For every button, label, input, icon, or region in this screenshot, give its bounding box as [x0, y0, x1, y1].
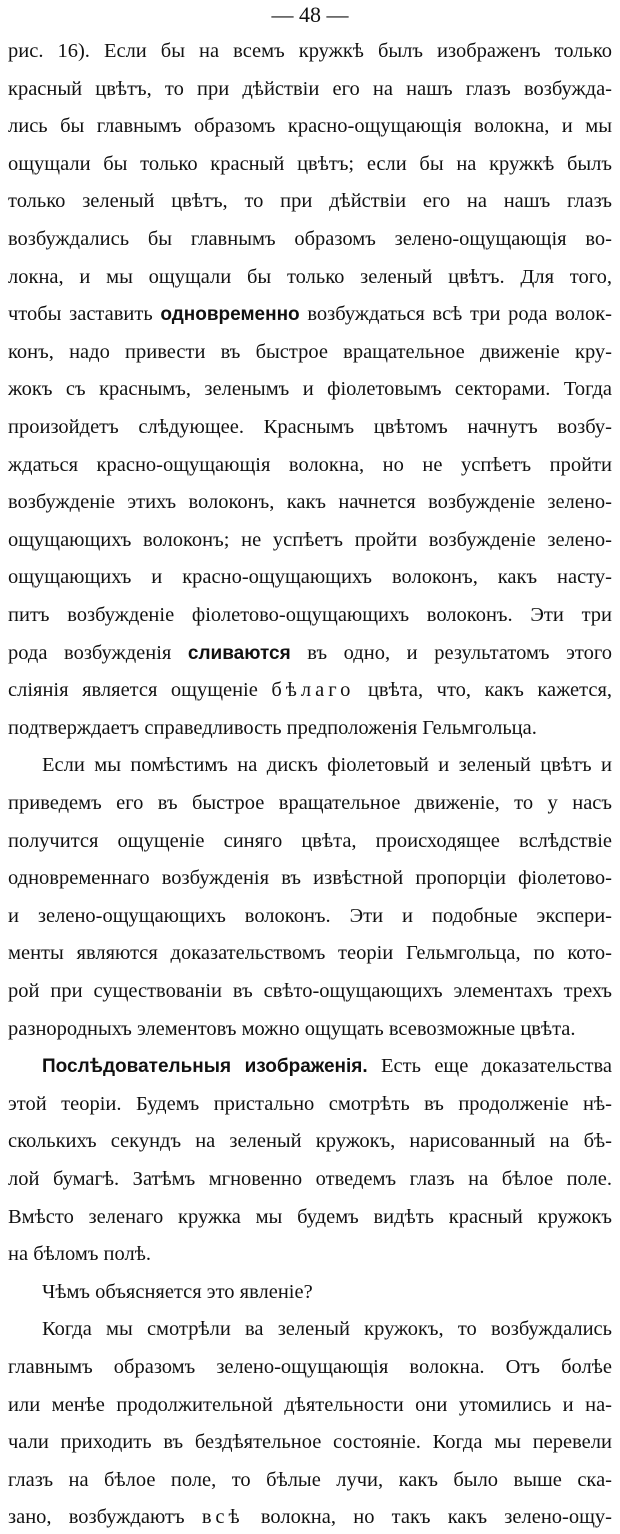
text-line — [8, 1200, 612, 1234]
text-line — [8, 560, 612, 594]
text-line — [8, 1162, 612, 1196]
text-line — [8, 1350, 612, 1384]
line-text: приведемъ его въ быстрое вращательное движеніе, то у насъ — [8, 792, 612, 814]
text-line — [8, 711, 612, 745]
line-text: Чѣмъ объясняется это явленіе? — [42, 1280, 313, 1303]
line-text: произойдетъ слѣдующее. Краснымъ цвѣтомъ начнутъ возбу- — [8, 416, 612, 438]
line-text: лой бумагѣ. Затѣмъ мгновенно отведемъ глазъ на бѣлое поле. — [8, 1168, 612, 1190]
text-line — [8, 147, 612, 181]
line-text: или менѣе продолжительной дѣятельности они утомились и на- — [8, 1393, 612, 1416]
line-text: локна, и мы ощущали бы только зеленый цвѣтъ. Для того, — [8, 265, 612, 288]
line-text: рода возбужденія — [8, 641, 188, 664]
line-text: рой при существованіи въ свѣто-ощущающихъ элементахъ трехъ — [8, 980, 612, 1002]
line-text: Есть еще доказательства — [367, 1055, 612, 1078]
line-text: лись бы главнымъ образомъ красно-ощущающія волокна, и мы — [8, 115, 612, 138]
text-line — [8, 1463, 612, 1497]
text-line — [8, 1087, 612, 1121]
text-line — [8, 260, 612, 294]
page-number: — 48 — — [271, 2, 349, 27]
line-text: возбуждаться всѣ три рода волок- — [299, 303, 612, 326]
text-line — [8, 372, 612, 406]
emphasis-bold: одновременно — [160, 304, 300, 326]
text-line — [8, 34, 612, 68]
line-text: сколькихъ секундъ на зеленый кружокъ, нарисованный на бѣ- — [8, 1130, 612, 1153]
line-text: ощущали бы только красный цвѣтъ; если бы на кружкѣ былъ — [8, 152, 612, 175]
line-text: менты являются доказательствомъ теоріи Гельмгольца, по кото- — [8, 942, 612, 965]
line-text: рис. 16). Если бы на всемъ кружкѣ былъ изображенъ только — [8, 40, 612, 62]
line-text: только зеленый цвѣтъ, то при дѣйствіи его на нашъ глазъ — [8, 190, 612, 213]
text-line — [8, 1124, 612, 1158]
line-text: и зелено-ощущающихъ волоконъ. Эти и подобные экспери- — [8, 904, 612, 927]
line-text: жокъ съ краснымъ, зеленымъ и фіолетовымъ секторами. Тогда — [8, 378, 612, 401]
text-line — [8, 1388, 612, 1422]
line-text: получится ощущеніе синяго цвѣта, происходящее вслѣдствіе — [8, 829, 612, 852]
line-text: питъ возбужденіе фіолетово-ощущающихъ волоконъ. Эти три — [8, 604, 612, 626]
line-text: чтобы заставить — [8, 303, 161, 326]
text-line — [8, 861, 612, 895]
line-text: одновременнаго возбужденія въ извѣстной пропорціи фіолетово- — [8, 867, 612, 890]
text-line — [42, 748, 612, 782]
line-text: главнымъ образомъ зелено-ощущающія волокна. Отъ болѣе — [8, 1356, 612, 1378]
text-line — [8, 297, 612, 331]
line-text: сліянія является ощущеніе — [8, 679, 272, 702]
text-line — [42, 1049, 612, 1083]
text-line — [8, 598, 612, 632]
text-line — [8, 1012, 612, 1046]
line-text: разнородныхъ элементовъ можно ощущать всевозможные цвѣта. — [8, 1017, 576, 1040]
line-text: на бѣломъ полѣ. — [8, 1243, 151, 1266]
line-text: этой теоріи. Будемъ пристально смотрѣть въ продолженіе нѣ- — [8, 1092, 612, 1115]
text-line — [42, 1312, 612, 1346]
emphasis-bold: сливаются — [187, 642, 291, 664]
line-text: глазъ на бѣлое поле, то бѣлые лучи, какъ было выше ска- — [8, 1468, 612, 1491]
line-text: цвѣта, что, какъ кажется, — [354, 679, 612, 702]
text-line — [8, 485, 612, 519]
text-line — [8, 72, 612, 106]
text-line — [8, 1425, 612, 1459]
text-line — [42, 1275, 612, 1309]
text-line — [8, 410, 612, 444]
line-text: возбуждались бы главнымъ образомъ зелено-ощущающія во- — [8, 228, 612, 250]
text-line — [8, 448, 612, 482]
line-text: красный цвѣтъ, то при дѣйствіи его на нашъ глазъ возбужда- — [8, 77, 612, 100]
text-line — [8, 222, 612, 256]
line-text: подтверждаетъ справедливость предположенія Гельмгольца. — [8, 716, 537, 739]
text-line — [8, 673, 612, 707]
line-text: ощущающихъ и красно-ощущающихъ волоконъ, какъ насту- — [8, 566, 612, 589]
text-line — [8, 335, 612, 369]
emphasis-spaced: всѣ — [201, 1506, 244, 1529]
text-line — [8, 184, 612, 218]
emphasis-bold: Послѣдовательныя изображенія. — [42, 1056, 368, 1078]
line-text: Когда мы смотрѣли ва зеленый кружокъ, то возбуждались — [42, 1318, 612, 1341]
line-text: ждаться красно-ощущающія волокна, но не успѣетъ пройти — [8, 453, 612, 476]
text-line — [8, 974, 612, 1008]
text-line — [8, 109, 612, 143]
line-text: въ одно, и результатомъ этого — [290, 641, 612, 664]
text-line — [8, 824, 612, 858]
text-line — [8, 1500, 612, 1534]
line-text: Если мы помѣстимъ на дискъ фіолетовый и зеленый цвѣтъ и — [42, 754, 612, 777]
line-text: волокна, но такъ какъ зелено-ощу- — [243, 1506, 612, 1529]
text-line — [8, 786, 612, 820]
text-line — [8, 636, 612, 670]
line-text: возбужденіе этихъ волоконъ, какъ начнется возбужденіе зелено- — [8, 491, 612, 514]
line-text: зано, возбуждаютъ — [8, 1506, 202, 1529]
emphasis-spaced: бѣлаго — [271, 679, 355, 702]
text-line — [8, 899, 612, 933]
text-line — [8, 1237, 612, 1271]
line-text: конъ, надо привести въ быстрое вращательное движеніе кру- — [8, 340, 612, 363]
text-line — [8, 523, 612, 557]
line-text: чали приходить въ бездѣятельное состояніе. Когда мы перевели — [8, 1431, 612, 1454]
text-line — [8, 936, 612, 970]
line-text: Вмѣсто зеленаго кружка мы будемъ видѣть красный кружокъ — [8, 1205, 612, 1228]
line-text: ощущающихъ волоконъ; не успѣетъ пройти возбужденіе зелено- — [8, 528, 612, 551]
